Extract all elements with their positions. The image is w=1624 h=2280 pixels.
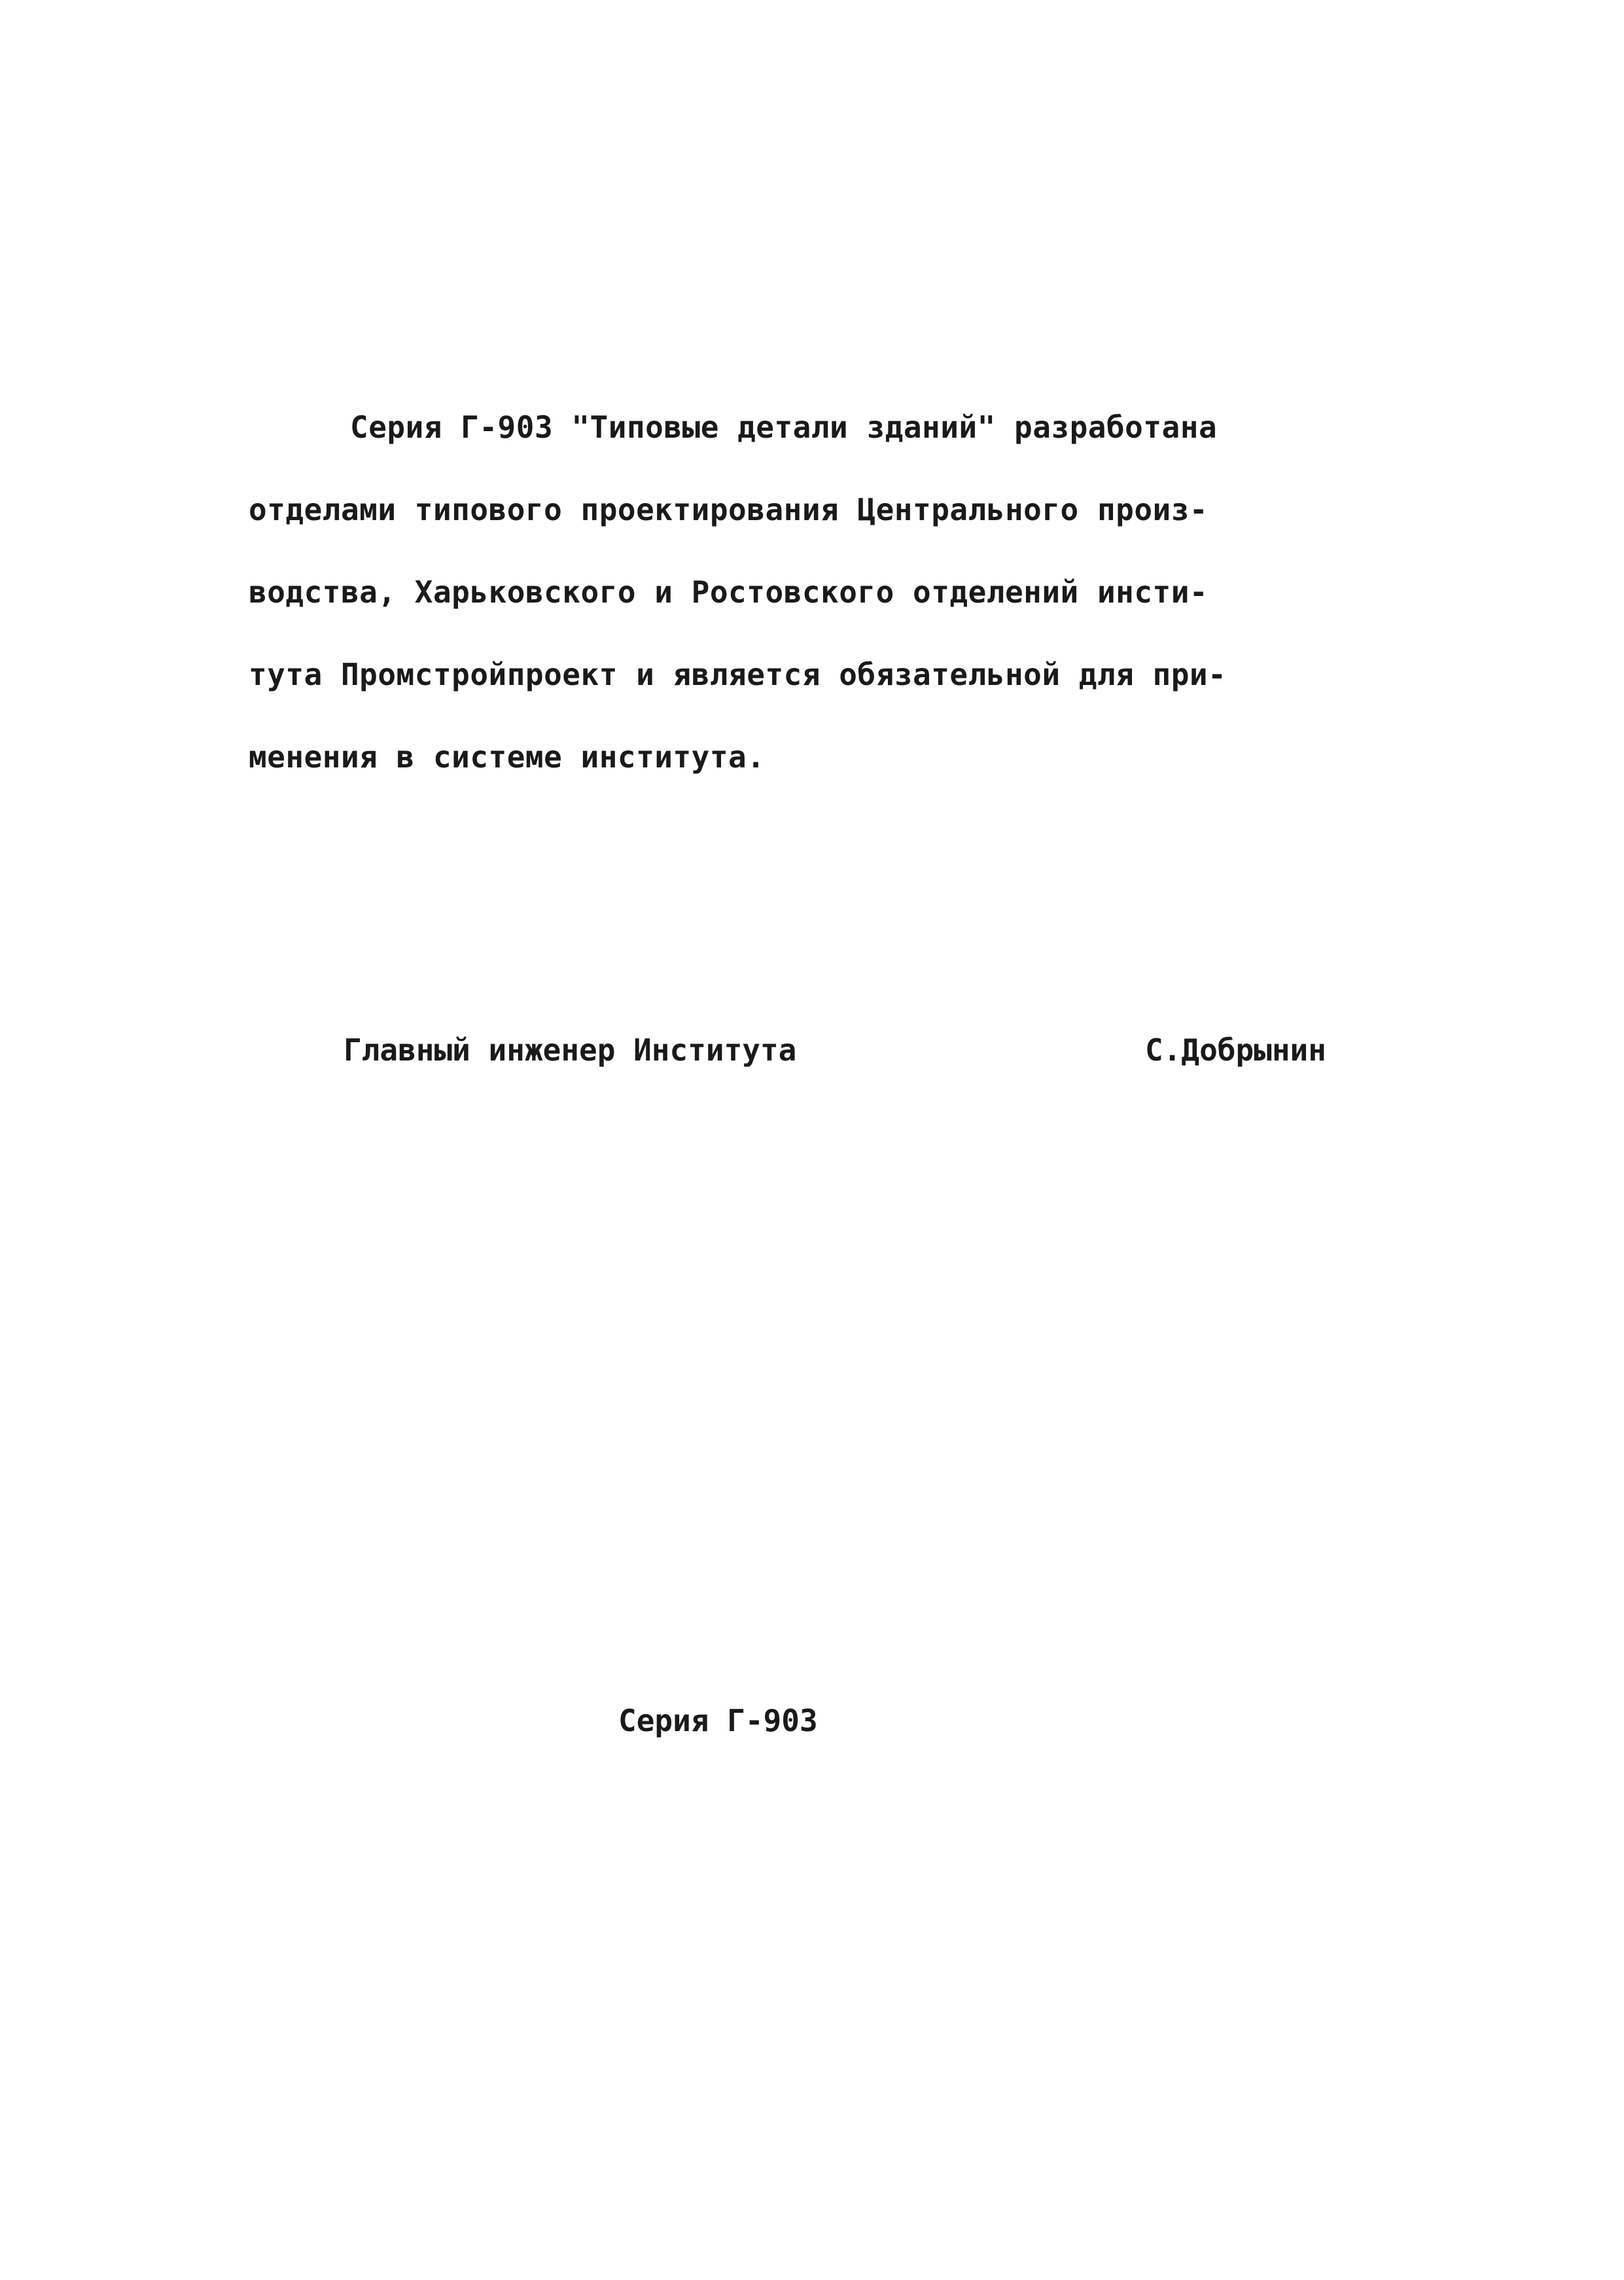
signatory-title: Главный инженер Института [344, 1032, 797, 1068]
paragraph-line: тута Промстройпроект и является обязательной для при- [249, 657, 1227, 692]
paragraph-line: Серия Г-903 "Типовые детали зданий" разработана [350, 410, 1218, 445]
paragraph-line: водства, Харьковского и Ростовского отделений инсти- [249, 574, 1209, 610]
paragraph-line: отделами типового проектирования Центрального произ- [249, 492, 1209, 527]
series-footer: Серия Г-903 [618, 1703, 818, 1738]
approval-paragraph [249, 386, 1361, 798]
paragraph-line: менения в системе института. [249, 739, 766, 775]
signatory-name: С.Добрынин [1145, 1032, 1326, 1068]
